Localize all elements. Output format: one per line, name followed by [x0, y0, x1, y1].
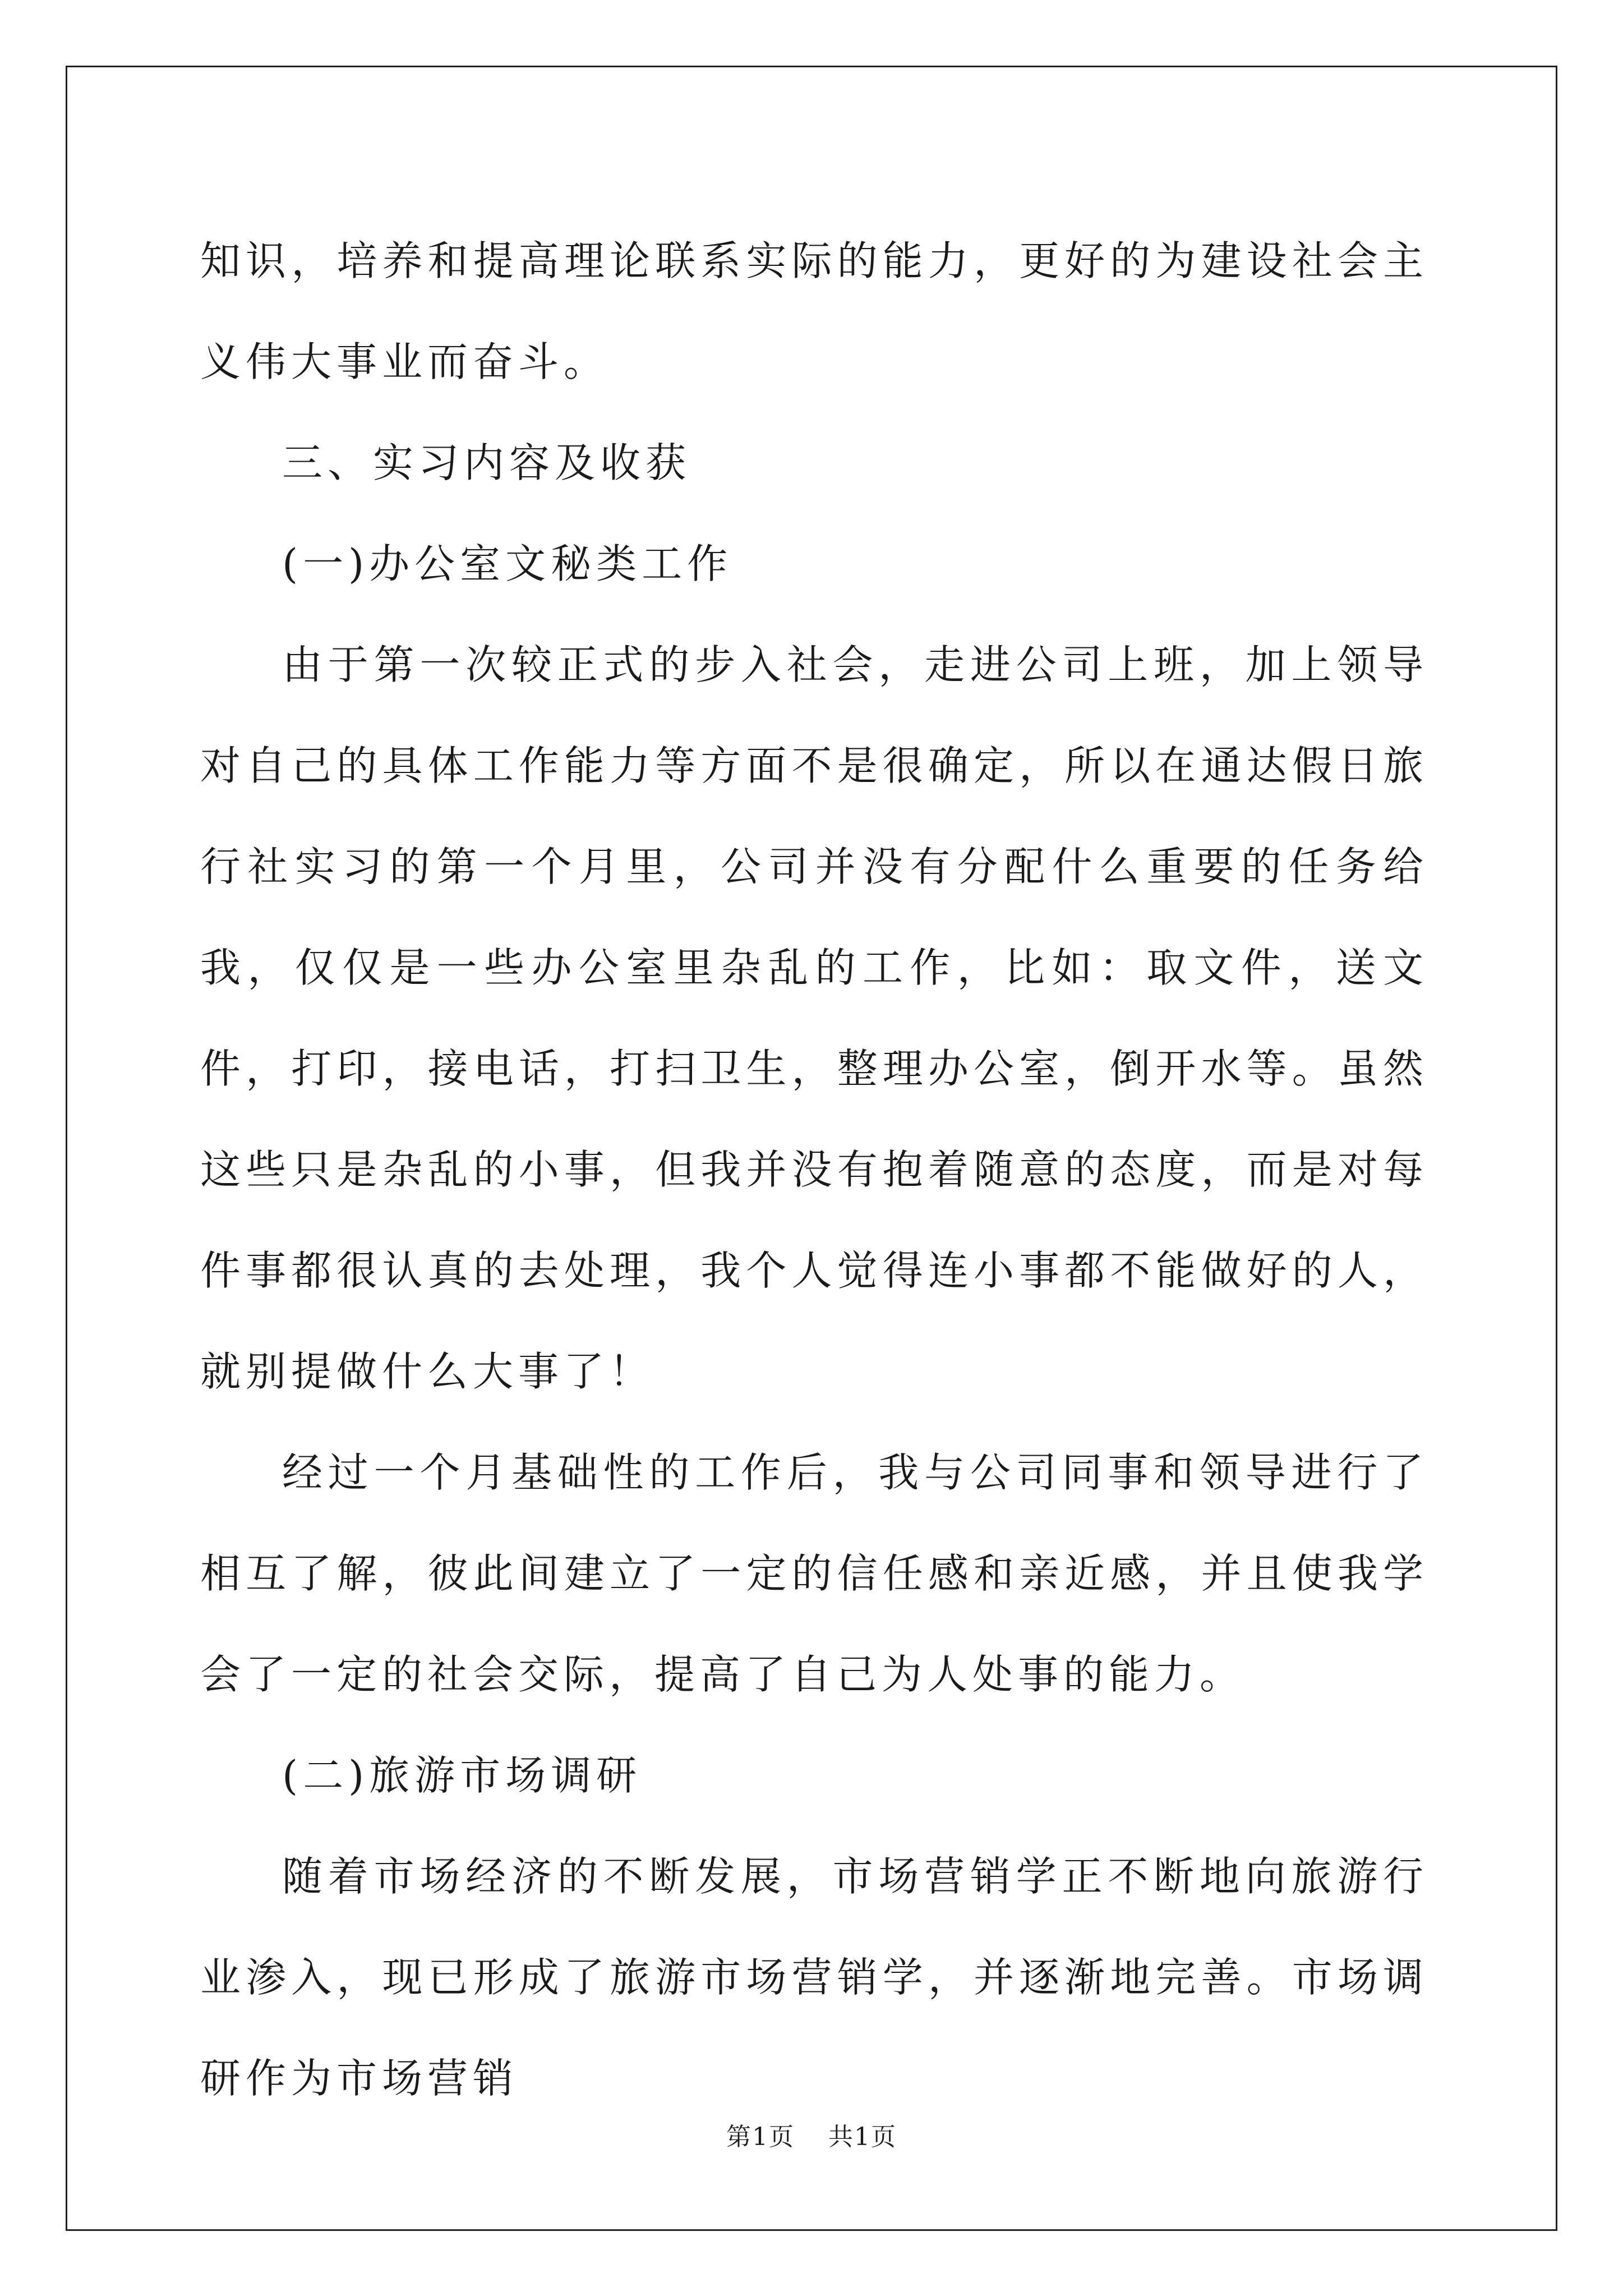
page-footer — [0, 2120, 1623, 2154]
subheading-market-research: (二)旅游市场调研 — [282, 1752, 642, 1799]
document-body — [200, 210, 1428, 2129]
section-heading-3: 三、实习内容及收获 — [282, 439, 691, 486]
paragraph-1: 知识，培养和提高理论联系实际的能力，更好的为建设社会主义伟大事业而奋斗。 — [200, 237, 1428, 385]
paragraph-2: 由于第一次较正式的步入社会，走进公司上班，加上领导对自己的具体工作能力等方面不是很确定，所以在通达假日旅行社实习的第一个月里，公司并没有分配什么重要的任务给我，仅仅是一些办公室里杂乱的工作，比如：取文件，送文件，打印，接电话，打扫卫生，整理办公室，倒开水等。虽然这些只是杂乱的小事，但我并没有抱着随意的态度，而是对每件事都很认真的去处理，我个人觉得连小事都不能做好的人，就别提做什么大事了！ — [200, 641, 1428, 1395]
paragraph-4: 随着市场经济的不断发展，市场营销学正不断地向旅游行业渗入，现已形成了旅游市场营销学，并逐渐地完善。市场调研作为市场营销 — [200, 1853, 1428, 2102]
page-number-total: 共1页 — [828, 2123, 897, 2151]
paragraph-3: 经过一个月基础性的工作后，我与公司同事和领导进行了相互了解，彼此间建立了一定的信任感和亲近感，并且使我学会了一定的社会交际，提高了自己为人处事的能力。 — [200, 1449, 1428, 1698]
subheading-office-work: (一)办公室文秘类工作 — [282, 540, 733, 587]
page-number-current: 第1页 — [726, 2123, 795, 2151]
